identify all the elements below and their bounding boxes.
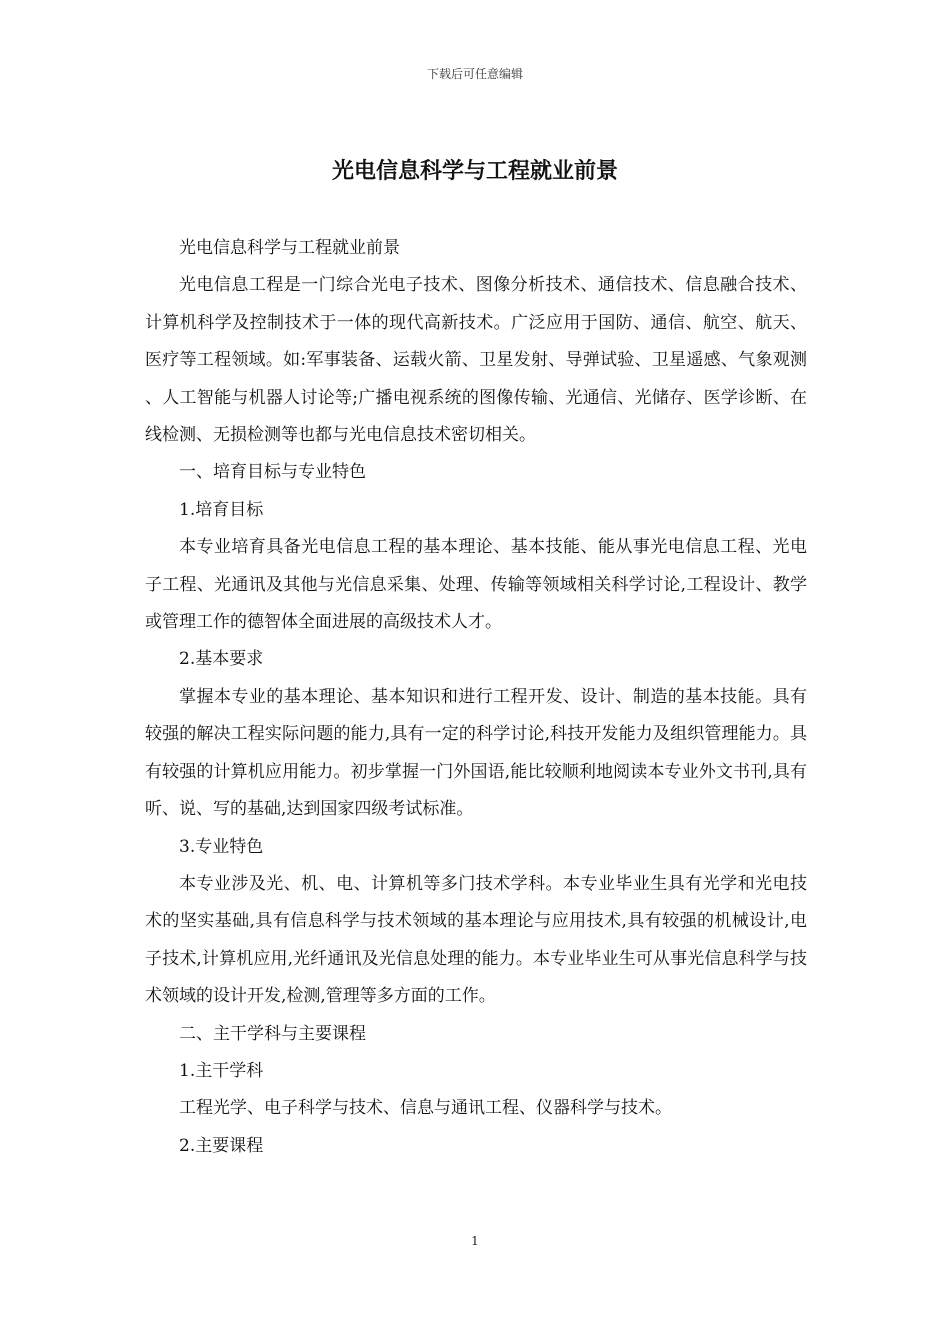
paragraph-features: 本专业涉及光、机、电、计算机等多门技术学科。本专业毕业生具有光学和光电技术的坚实基础,具有信息科学与技术领域的基本理论与应用技术,具有较强的机械设计,电子技术,计算机应用,光纤通讯及光信息处理的能力。本专业毕业生可从事光信息科学与技术领域的设计开发,检测,管理等多方面的工作。 xyxy=(145,873,807,1007)
paragraph-main-discipline: 工程光学、电子科学与技术、信息与通讯工程、仪器科学与技术。 xyxy=(179,1098,672,1119)
paragraph-intro: 光电信息工程是一门综合光电子技术、图像分析技术、通信技术、信息融合技术、计算机科学及控制技术于一体的现代高新技术。广泛应用于国防、通信、航空、航天、医疗等工程领域。如:军事装备、运载火箭、卫星发射、导弹试验、卫星遥感、气象观测、人工智能与机器人讨论等;广播电视系统的图像传输、光通信、光储存、医学诊断、在线检测、无损检测等也都与光电信息技术密切相关。 xyxy=(145,275,807,446)
paragraph-training-goal: 本专业培育具备光电信息工程的基本理论、基本技能、能从事光电信息工程、光电子工程、光通讯及其他与光信息采集、处理、传输等领域相关科学讨论,工程设计、教学或管理工作的德智体全面进展的高级技术人才。 xyxy=(145,537,807,633)
document-body xyxy=(145,230,807,1165)
subheading-main-courses: 2.主要课程 xyxy=(179,1135,264,1156)
subheading-features: 3.专业特色 xyxy=(179,836,264,857)
section-heading-goals: 一、培育目标与专业特色 xyxy=(179,462,366,483)
subheading-training-goal: 1.培育目标 xyxy=(179,499,264,520)
subheading-main-discipline: 1.主干学科 xyxy=(179,1060,264,1081)
document-title: 光电信息科学与工程就业前景 xyxy=(331,158,618,184)
subheading-requirements: 2.基本要求 xyxy=(179,649,264,670)
paragraph-subtitle: 光电信息科学与工程就业前景 xyxy=(179,238,400,258)
section-heading-courses: 二、主干学科与主要课程 xyxy=(179,1023,366,1044)
header-note: 下载后可任意编辑 xyxy=(426,67,523,81)
paragraph-requirements: 掌握本专业的基本理论、基本知识和进行工程开发、设计、制造的基本技能。具有较强的解决工程实际问题的能力,具有一定的科学讨论,科技开发能力及组织管理能力。具有较强的计算机应用能力。初步掌握一门外国语,能比较顺利地阅读本专业外文书刊,具有听、说、写的基础,达到国家四级考试标准。 xyxy=(145,686,807,820)
page-number: 1 xyxy=(471,1234,479,1248)
